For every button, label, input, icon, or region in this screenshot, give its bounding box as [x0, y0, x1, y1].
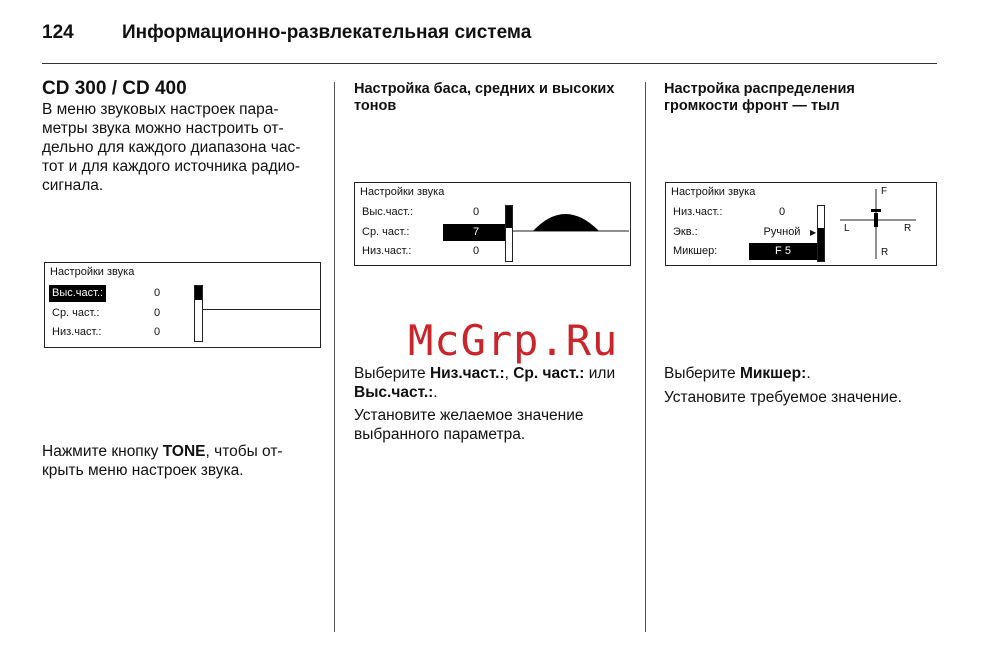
- level-bar: [194, 285, 203, 342]
- section-heading-cd300: CD 300 / CD 400: [42, 78, 187, 99]
- intro-paragraph: В меню звуковых настроек пара- метры звука можно настроить от- дельно для каждого диапазона час- тот и для каждого источника радио- сигнала.: [42, 101, 301, 194]
- level-bar: [505, 205, 513, 262]
- tone-instruction: Нажмите кнопку TONE, чтобы от- крыть меню настроек звука.: [42, 443, 283, 479]
- sound-settings-display-2: [354, 182, 631, 266]
- display-title: Настройки звука: [671, 186, 756, 198]
- level-bar-fill: [818, 228, 824, 261]
- mixer-set-instruction: Установите требуемое значение.: [664, 389, 902, 406]
- watermark-logo: McGrp.Ru: [408, 316, 619, 365]
- row-value-selected: 7: [443, 224, 509, 241]
- eq-curve-mid-boost: [513, 203, 629, 243]
- row-value: 0: [778, 206, 786, 218]
- row-value: Ручной: [763, 226, 801, 238]
- row-label: Микшер:: [673, 245, 718, 257]
- set-value-instruction: Установите желаемое значение выбранного параметра.: [354, 407, 584, 443]
- level-bar-fill: [195, 286, 202, 300]
- select-instruction: Выберите Низ.част.:, Ср. част.: или Выс.част.:.: [354, 365, 616, 401]
- mixer-select-instruction: Выберите Микшер:.: [664, 365, 811, 382]
- column-divider-1: [334, 82, 335, 632]
- fader-label-left: L: [844, 223, 850, 234]
- row-label: Ср. част.:: [362, 226, 410, 238]
- fader-label-right: R: [904, 223, 912, 234]
- display-title: Настройки звука: [50, 266, 135, 278]
- row-label: Экв.:: [673, 226, 698, 238]
- display-row-mid: [49, 305, 159, 322]
- display-title: Настройки звука: [360, 186, 445, 198]
- row-value: 0: [153, 326, 161, 338]
- fader-label-front: F: [881, 186, 888, 197]
- triangle-right-icon: ▶: [810, 228, 817, 237]
- eq-curve-flat: [203, 309, 320, 310]
- display-row-bass: [49, 324, 159, 341]
- tone-key: TONE: [162, 443, 206, 460]
- header-divider: [42, 63, 937, 64]
- row-label: Ср. част.:: [52, 307, 100, 319]
- sound-settings-display-1: [44, 262, 321, 348]
- row-value: 0: [472, 245, 480, 257]
- page-header-title: Информационно-развлекательная система: [122, 22, 532, 43]
- column-divider-2: [645, 82, 646, 632]
- section-heading-fader: Настройка распределения громкости фронт — тыл: [664, 81, 855, 114]
- sound-settings-display-3: [665, 182, 937, 266]
- section-heading-eq: Настройка баса, средних и высоких тонов: [354, 81, 615, 114]
- level-bar-fill: [506, 206, 512, 228]
- row-label: Низ.част.:: [673, 206, 723, 218]
- row-value: 0: [472, 206, 480, 218]
- row-label: Низ.част.:: [362, 245, 412, 257]
- level-bar: [817, 205, 825, 262]
- row-value: 0: [153, 307, 161, 319]
- row-label: Выс.част.:: [362, 206, 414, 218]
- row-value-selected: F 5: [749, 243, 817, 260]
- page-number: 124: [42, 22, 74, 43]
- fader-label-rear: R: [881, 247, 889, 258]
- display-row-treble: [49, 285, 159, 302]
- row-label: Низ.част.:: [52, 326, 102, 338]
- row-label: Выс.част.:: [49, 285, 106, 302]
- row-value: 0: [153, 287, 161, 299]
